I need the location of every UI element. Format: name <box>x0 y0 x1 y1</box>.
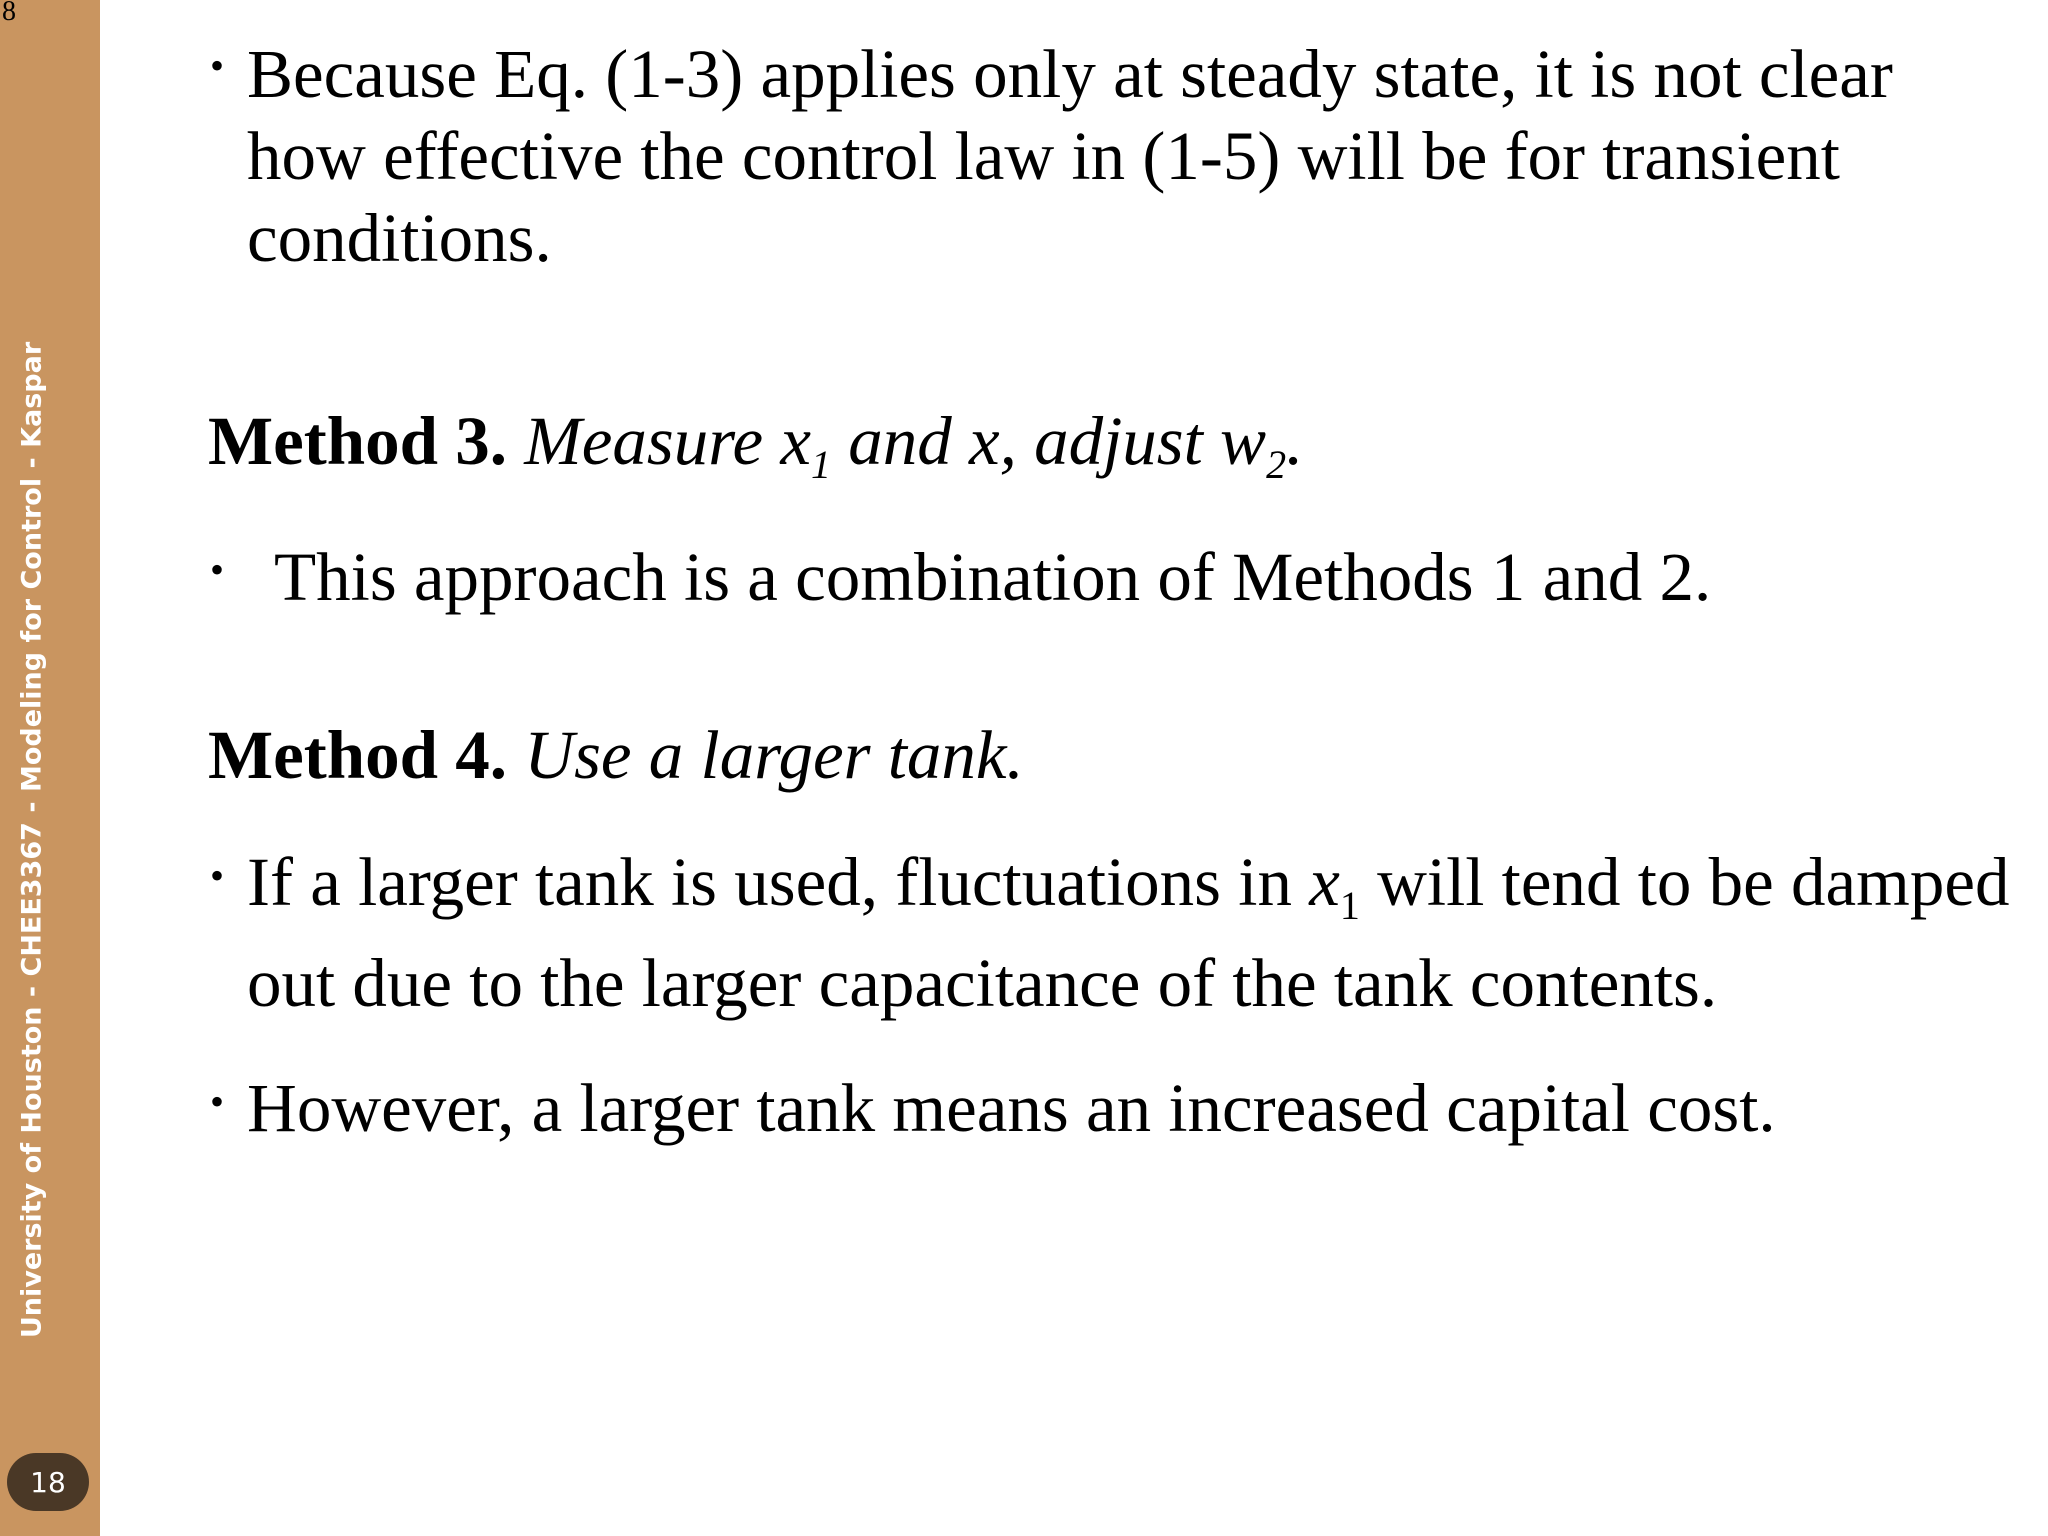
bullet2-text: This approach is a combination of Methods 1 and 2. <box>274 539 1712 615</box>
page-number-badge <box>7 1453 89 1511</box>
bullet-dot: • <box>210 43 225 88</box>
method3-text-part2: and x, adjust w <box>830 403 1267 479</box>
bullet-dot: • <box>210 1079 225 1124</box>
bullet3-text-part1: If a larger tank is used, fluctuations in <box>247 844 1310 920</box>
method3-sub1: 1 <box>810 442 831 487</box>
sidebar <box>0 0 100 1536</box>
method3-sub2: 2 <box>1266 442 1287 487</box>
method4-heading <box>208 716 1024 795</box>
bullet1-line2: how effective the control law in (1-5) will be for transient <box>247 118 1840 194</box>
bullet3-var: x <box>1309 844 1340 920</box>
bullet-dot: • <box>210 853 225 898</box>
method3-text-part1: Measure x <box>524 403 811 479</box>
bullet3-text-part2: will tend to be damped <box>1359 844 2010 920</box>
bullet1-line3: conditions. <box>247 200 552 276</box>
bullet3-line1 <box>247 843 2010 928</box>
bullet-dot: • <box>210 547 225 592</box>
method4-text: Use a larger tank. <box>524 717 1024 793</box>
bullet3-line2: out due to the larger capacitance of the tank contents. <box>247 945 1718 1021</box>
sidebar-course-text: University of Houston - CHEE3367 - Modeling for Control - Kaspar <box>16 341 48 1339</box>
bullet4-text: However, a larger tank means an increased capital cost. <box>247 1070 1776 1146</box>
method3-end: . <box>1286 403 1304 479</box>
corner-number: 8 <box>2 0 16 27</box>
method4-label: Method 4. <box>208 717 507 793</box>
bullet1-line1: Because Eq. (1-3) applies only at steady state, it is not clear <box>247 36 1893 112</box>
bullet3-sub: 1 <box>1339 883 1360 928</box>
method3-heading <box>208 402 1304 487</box>
method3-label: Method 3. <box>208 403 507 479</box>
page-number: 18 <box>30 1465 66 1499</box>
